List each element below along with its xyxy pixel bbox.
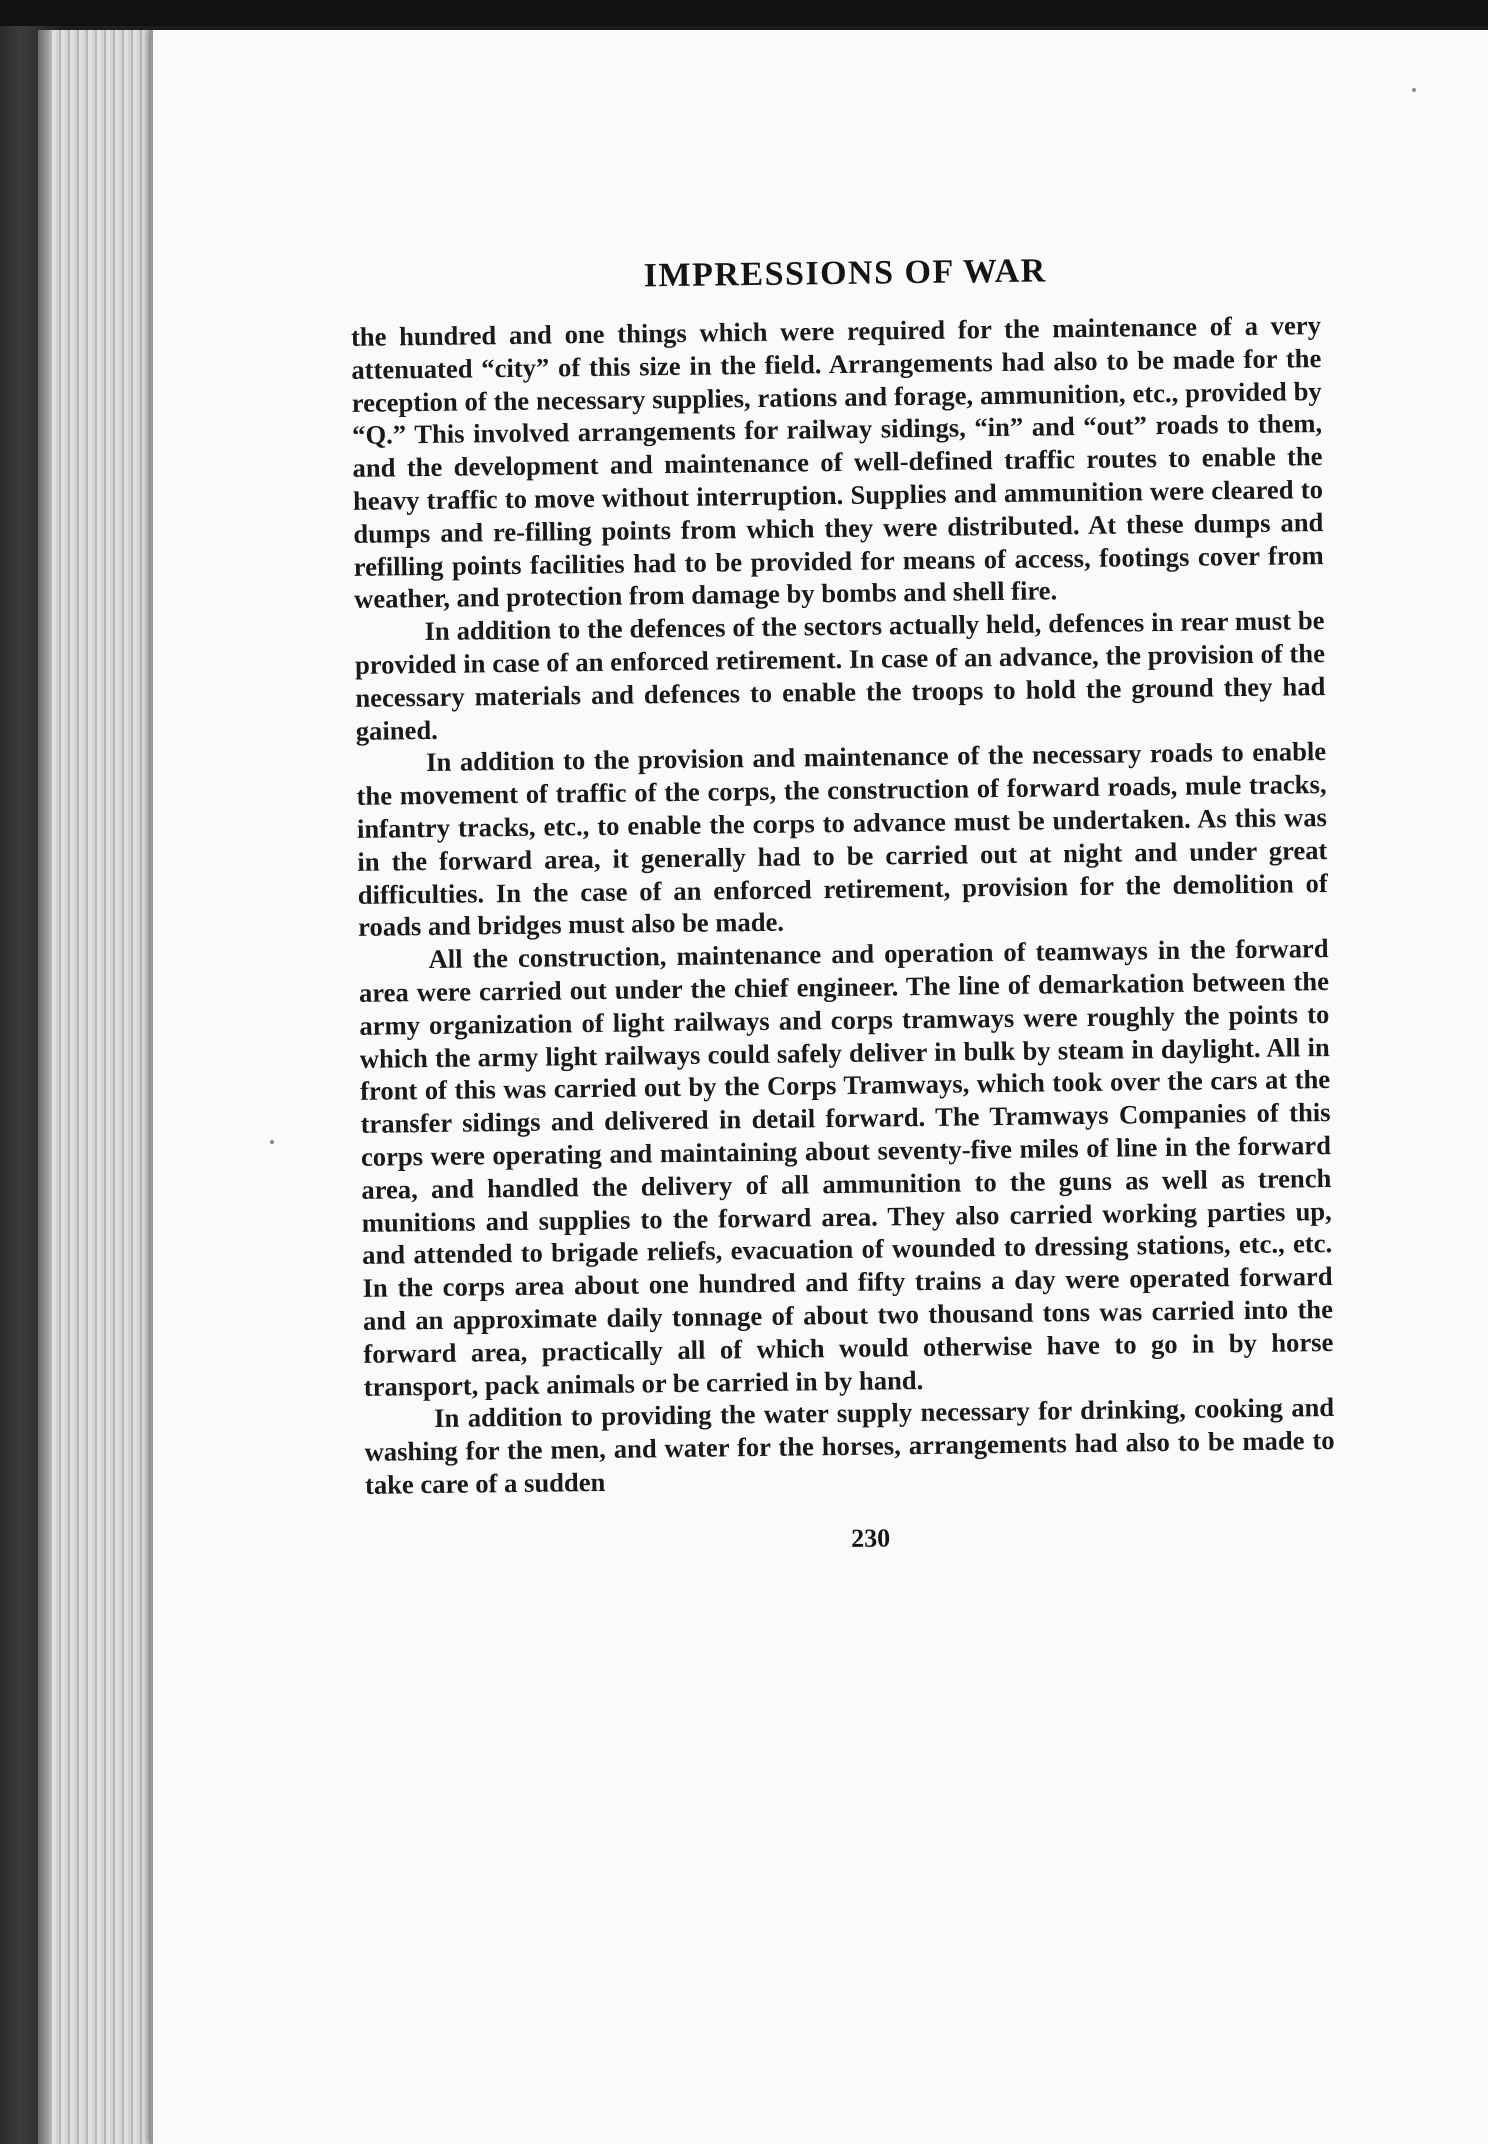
page-fold-line bbox=[150, 30, 153, 2144]
scanner-top-band bbox=[0, 0, 1488, 26]
page-text-block bbox=[350, 249, 1340, 1901]
dust-speck bbox=[270, 1140, 274, 1144]
paragraph-3: In addition to the provision and maintenance of the necessary roads to enable the movement of traffic of the corps, the construction of forward roads, mule tracks, infantry tracks, etc., to enable the corps to advance must be undertaken. As this was in the forward area, it generally had to be carried out at night and under great difficulties. In the case of an enforced retirement, provision for the demolition of roads and bridges must also be made. bbox=[356, 736, 1328, 943]
paragraph-1: the hundred and one things which were required for the maintenance of a very attenuated “city” of this size in the field. Arrangements had also to be made for the reception of the necessary supplies, rations and forage, ammunition, etc., provided by “Q.” This involved arrangements for railway sidings, “in” and “out” roads to them, and the development and maintenance of well-defined traffic routes to enable the heavy traffic to move without interruption. Supplies and ammunition were cleared to dumps and re-filling points from which they were distributed. At these dumps and refilling points facilities had to be provided for means of access, footings cover from weather, and protection from damage by bombs and shell fire. bbox=[350, 310, 1324, 615]
dust-speck bbox=[1412, 88, 1416, 92]
paragraph-5: In addition to providing the water supply necessary for drinking, cooking and washing for the men, and water for the horses, arrangements had also to be made to take care of a sudden bbox=[364, 1392, 1335, 1500]
paragraph-2: In addition to the defences of the sectors actually held, defences in rear must be provided in case of an enforced retirement. In case of an advance, the provision of the necessary materials and defences to enable the troops to hold the ground they had gained. bbox=[354, 605, 1326, 746]
running-head: IMPRESSIONS OF WAR bbox=[643, 252, 1047, 295]
paragraph-4: All the construction, maintenance and operation of teamways in the forward area were carried out under the chief engineer. The line of demarkation between the army organization of light railways and corps tramways were roughly the points to which the army light railways could safely deliver in bulk by steam in daylight. All in front of this was carried out by the Corps Tramways, which took over the cars at the transfer sidings and delivered in detail forward. The Tramways Companies of this corps were operating and maintaining about seventy-five miles of line in the forward area, and handled the delivery of all ammunition to the guns as well as trench munitions and supplies to the forward area. They also carried working parties up, and attended to brigade reliefs, evacuation of wounded to dressing stations, etc., etc. In the corps area about one hundred and fifty trains a day were operated forward and an approximate daily tonnage of about two thousand tons was carried into the forward area, practically all of which would otherwise have to go in by horse transport, pack animals or be carried in by hand. bbox=[358, 933, 1334, 1402]
book-spine-shadow bbox=[38, 30, 50, 2144]
page-number: 230 bbox=[850, 1523, 891, 1553]
